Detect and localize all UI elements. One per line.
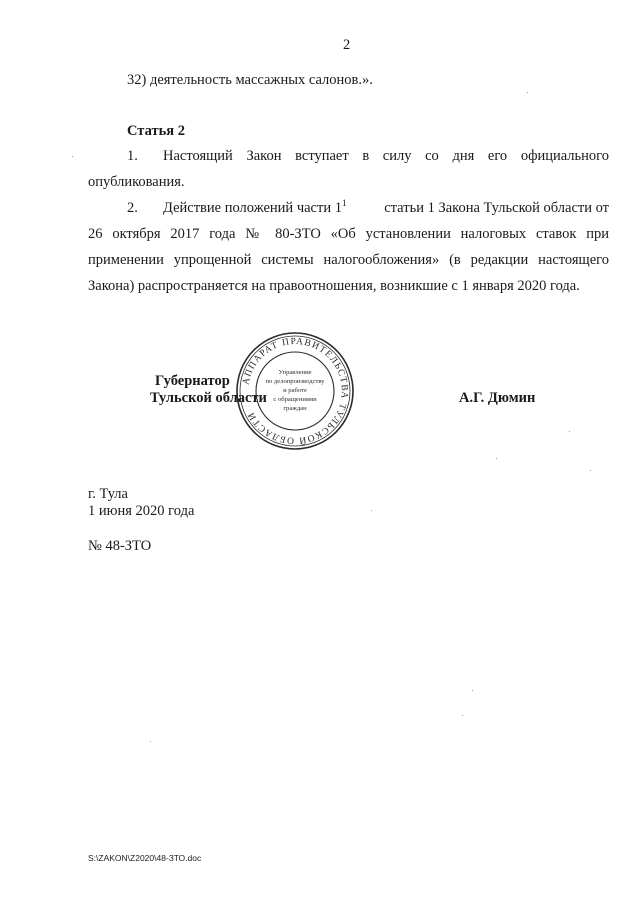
stamp-inner-line-1: Управление: [278, 369, 312, 376]
signing-date: 1 июня 2020 года: [88, 503, 195, 519]
scan-speck: [371, 510, 372, 511]
page-number: 2: [343, 37, 351, 53]
signatory-title-line-2: Тульской области: [150, 390, 267, 406]
clause-2-number: 2.: [127, 200, 138, 216]
stamp-inner-line-3: и работе: [283, 387, 307, 394]
stamp-inner-line-5: граждан: [283, 405, 307, 412]
scan-speck: [72, 156, 73, 157]
clause-2-line-1-end: статьи 1 Закона Тульской области от: [384, 200, 609, 216]
scan-speck: [590, 470, 591, 471]
scan-speck: [150, 741, 151, 742]
stamp-outer-text: АППАРАТ ПРАВИТЕЛЬСТВА ТУЛЬСКОЙ ОБЛАСТИ: [241, 336, 350, 446]
clause-2-superscript: 1: [341, 198, 347, 208]
clause-2-line-1-text: Действие положений части 1: [163, 200, 342, 216]
clause-2-line-1-start: [163, 198, 347, 216]
scan-speck: [472, 690, 473, 691]
signatory-name: А.Г. Дюмин: [459, 390, 536, 406]
file-path-footer: S:\ZAKON\Z2020\48-ЗТО.doc: [88, 853, 202, 863]
article-heading: Статья 2: [127, 123, 185, 139]
stamp-inner-line-4: с обращениями: [273, 396, 317, 403]
place-of-signing: г. Тула: [88, 486, 128, 502]
item-32-text: 32) деятельность массажных салонов.».: [127, 72, 373, 88]
scan-speck: [496, 458, 497, 459]
clause-1-line-2: опубликования.: [88, 174, 185, 190]
scan-speck: [462, 715, 463, 716]
clause-2-line-1: [163, 198, 609, 216]
clause-1-line-1: Настоящий Закон вступает в силу со дня его официального: [163, 148, 609, 164]
signatory-title-line-1: Губернатор: [155, 373, 230, 389]
clause-1-number: 1.: [127, 148, 138, 164]
clause-2-line-2: 26 октября 2017 года № 80-ЗТО «Об установлении налоговых ставок при: [88, 226, 609, 242]
scan-speck: [527, 92, 528, 93]
clause-2-line-3: применении упрощенной системы налогообложения» (в редакции настоящего: [88, 252, 609, 268]
law-number: № 48-ЗТО: [88, 538, 152, 554]
scan-speck: [569, 431, 570, 432]
stamp-inner-line-2: по делопроизводству: [265, 378, 325, 385]
clause-2-line-4: Закона) распространяется на правоотношения, возникшие с 1 января 2020 года.: [88, 278, 580, 294]
